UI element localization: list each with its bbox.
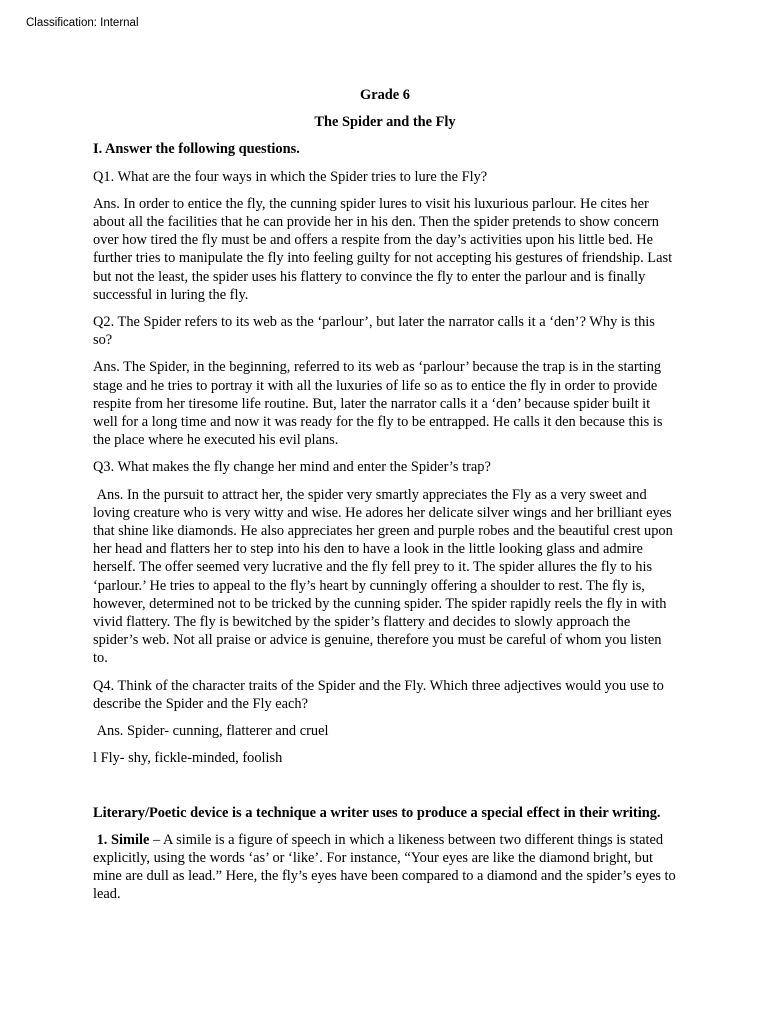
answer-3: Ans. In the pursuit to attract her, the spider very smartly appreciates the Fly as a very sweet and loving creature who is very witty and wise. He adores her delicate silver wings and her brilliant eyes that shine like diamonds. He also appreciates her green and purple robes and the beautiful crest upon her head and flatters her to step into his den to have a look in the little looking glass and admire herself. The offer seemed very lucrative and the fly fell prey to it. The spider allures the fly to his ‘parlour.’ He tries to appeal to the fly’s heart by cunningly offering a shoulder to rest. The fly is, however, determined not to be tricked by the cunning spider. The spider rapidly reels the fly in with vivid flattery. The fly is bewitched by the spider’s flattery and decides to slowly approach the spider’s web. Not all praise or advice is genuine, therefore you must be careful of whom you listen to. <box>93 486 677 667</box>
question-2: Q2. The Spider refers to its web as the ‘parlour’, but later the narrator calls it a ‘den’? Why is this so? <box>93 314 655 349</box>
answer-4-fly: l Fly- shy, fickle-minded, foolish <box>93 750 283 767</box>
classification-label: Classification: Internal <box>26 17 139 29</box>
simile-definition: – A simile is a figure of speech in which a likeness between two different things is stated explicitly, using the words ‘as’ or ‘like’. For instance, “Your eyes are like the diamond bright, but mine are dull as lead.” Here, the fly’s eyes have been compared to a diamond and the spider’s eyes to lead. <box>93 831 680 903</box>
document-body <box>93 86 680 913</box>
simile-term: 1. Simile <box>93 831 150 848</box>
grade-heading: Grade 6 <box>360 87 410 103</box>
question-3: Q3. What makes the fly change her mind and enter the Spider’s trap? <box>93 459 491 476</box>
answer-1: Ans. In order to entice the fly, the cunning spider lures to visit his luxurious parlour. He cites her about all the facilities that he can provide her in his den. Then the spider pretends to show concern over how tired the fly must be and offers a respite from the day’s activities upon his little bed. He further tries to manipulate the fly into feeling guilty for not accepting his gestures of friendship. Last but not the least, the spider uses his flattery to convince the fly to enter the parlour and is finally successful in luring the fly. <box>93 195 673 303</box>
literary-device-heading: Literary/Poetic device is a technique a writer uses to produce a special effect in their writing. <box>93 804 661 821</box>
simile-paragraph <box>93 831 680 904</box>
spacer <box>93 777 677 804</box>
answer-4-spider: Ans. Spider- cunning, flatterer and cruel <box>93 723 329 740</box>
question-1: Q1. What are the four ways in which the Spider tries to lure the Fly? <box>93 168 488 185</box>
section-heading: I. Answer the following questions. <box>93 141 300 158</box>
answer-2: Ans. The Spider, in the beginning, referred to its web as ‘parlour’ because the trap is in the starting stage and he tries to portray it with all the luxuries of life so as to entice the fly in order to provide respite from her tiresome life routine. But, later the narrator calls it a ‘den’ because spider built it well for a long time and now it was ready for the fly to be entrapped. He calls it den because this is the place where he executed his evil plans. <box>93 359 663 449</box>
question-4: Q4. Think of the character traits of the Spider and the Fly. Which three adjectives would you use to describe the Spider and the Fly each? <box>93 677 664 712</box>
document-title: The Spider and the Fly <box>314 114 456 131</box>
